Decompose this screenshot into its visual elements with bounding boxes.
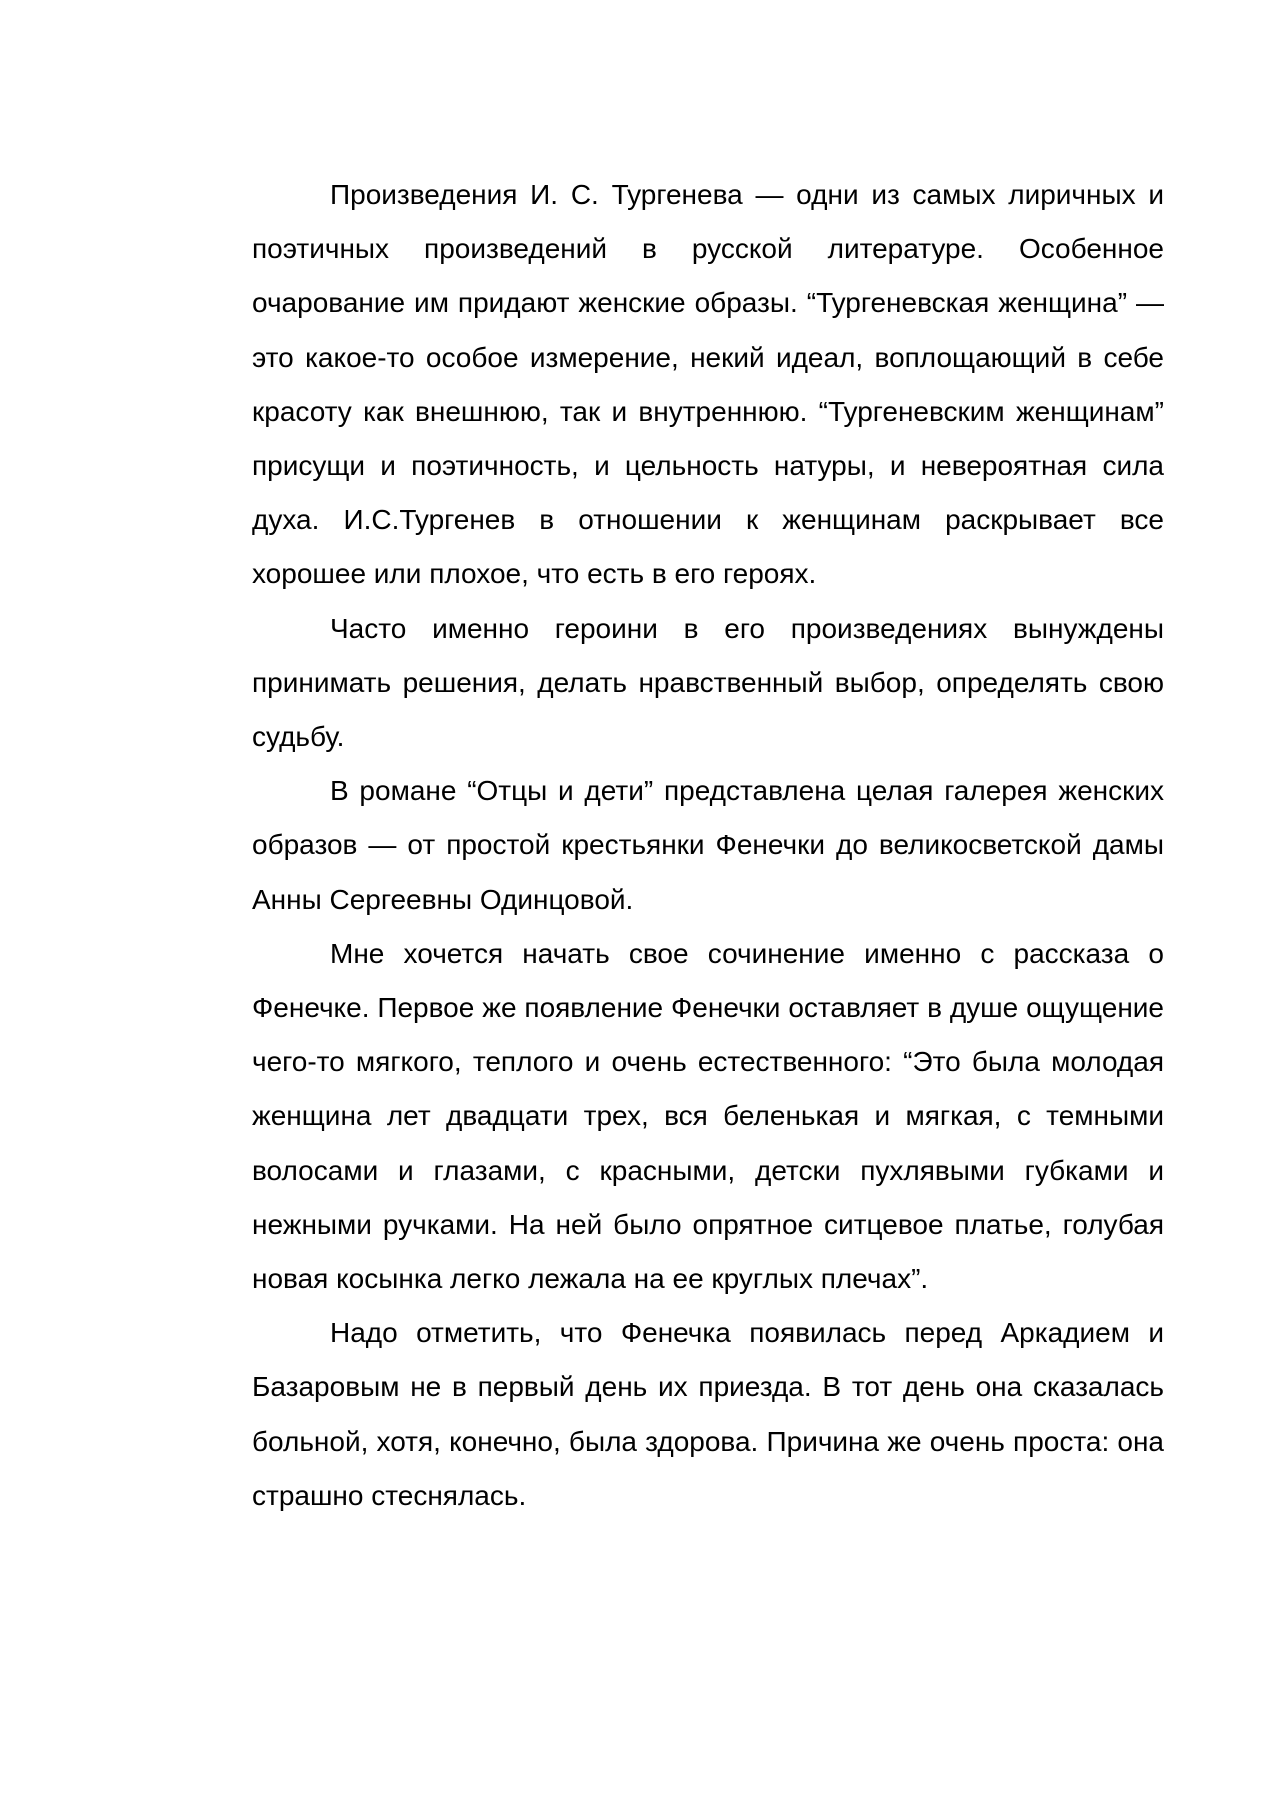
paragraph-1: Произведения И. С. Тургенева — одни из самых лиричных и поэтичных произведений в русской литературе. Особенное очарование им придают женские образы. “Тургеневская женщина” — это какое-то особое измерение, некий идеал, воплощающий в себе красоту как внешнюю, так и внутреннюю. “Тургеневским женщинам” присущи и поэтичность, и цельность натуры, и невероятная сила духа. И.С.Тургенев в отношении к женщинам раскрывает все хорошее или плохое, что есть в его героях. — [252, 179, 1164, 590]
paragraph-2: Часто именно героини в его произведениях вынуждены принимать решения, делать нравственный выбор, определять свою судьбу. — [252, 612, 1164, 753]
essay-text — [252, 168, 1164, 1523]
paragraph-4: Мне хочется начать свое сочинение именно с рассказа о Фенечке. Первое же появление Фенечки оставляет в душе ощущение чего-то мягкого, теплого и очень естественного: “Это была молодая женщина лет двадцати трех, вся беленькая и мягкая, с темными волосами и глазами, с красными, детски пухлявыми губками и нежными ручками. На ней было опрятное ситцевое платье, голубая новая косынка легко лежала на ее круглых плечах”. — [252, 937, 1164, 1295]
paragraph-3: В романе “Отцы и дети” представлена целая галерея женских образов — от простой крестьянки Фенечки до великосветской дамы Анны Сергеевны Одинцовой. — [252, 775, 1164, 915]
paragraph-5: Надо отметить, что Фенечка появилась перед Аркадием и Базаровым не в первый день их приезда. В тот день она сказалась больной, хотя, конечно, была здорова. Причина же очень проста: она страшно стеснялась. — [252, 1317, 1164, 1511]
